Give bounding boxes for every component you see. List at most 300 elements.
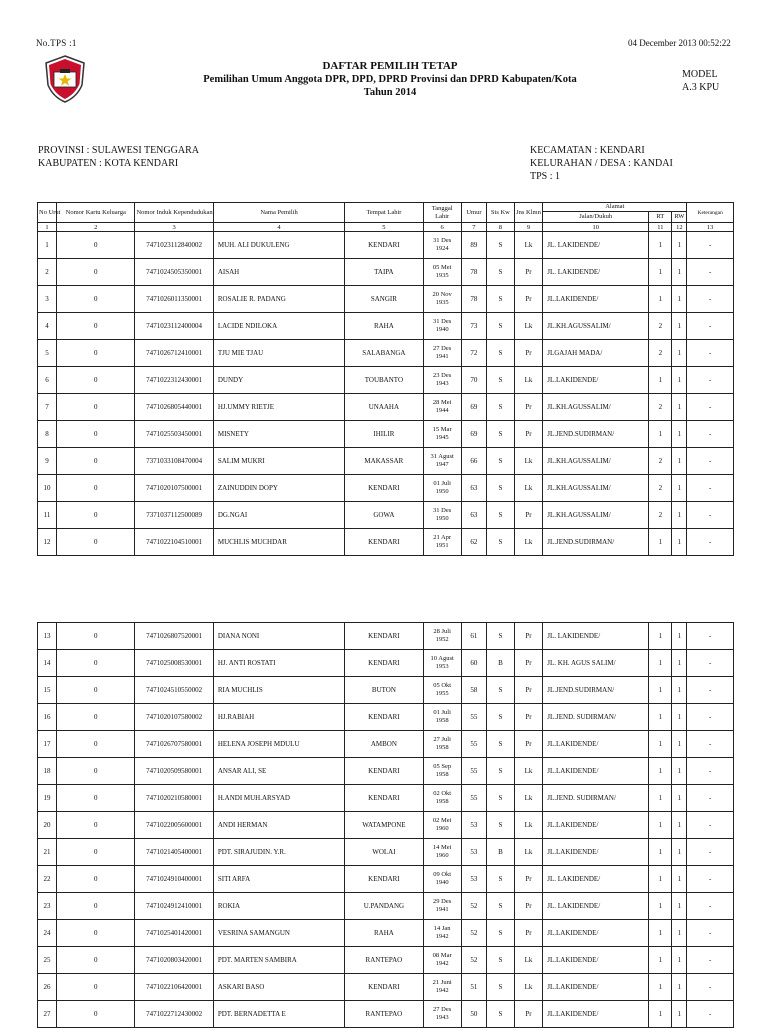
national-id-number: 7471020210580001 xyxy=(135,785,213,812)
age: 58 xyxy=(461,677,486,704)
family-card-number: 0 xyxy=(57,1001,135,1028)
row-number: 12 xyxy=(38,529,57,556)
family-card-number: 0 xyxy=(57,785,135,812)
table-row xyxy=(38,421,734,448)
row-number: 9 xyxy=(38,448,57,475)
model-code: A.3 KPU xyxy=(682,82,720,93)
notes: - xyxy=(687,704,734,731)
gender: Lk xyxy=(514,448,543,475)
notes: - xyxy=(687,812,734,839)
birthdate-day-month: 02 Mei xyxy=(432,817,452,824)
national-id-number: 7471020803420001 xyxy=(135,947,213,974)
birthdate xyxy=(423,623,461,650)
birthdate xyxy=(423,448,461,475)
notes: - xyxy=(687,758,734,785)
notes: - xyxy=(687,731,734,758)
rw-number: 1 xyxy=(672,394,687,421)
rt-number: 1 xyxy=(649,866,672,893)
birthplace: IHILIR xyxy=(345,421,423,448)
age: 62 xyxy=(461,529,486,556)
col-header-notes: Keterangan xyxy=(687,203,734,223)
birthplace: BUTON xyxy=(345,677,423,704)
street-address: JL.LAKIDENDE/ xyxy=(543,974,649,1001)
row-number: 13 xyxy=(38,623,57,650)
rt-number: 2 xyxy=(649,394,672,421)
birthdate-year: 1958 xyxy=(435,771,449,778)
gender: Lk xyxy=(514,313,543,340)
birthdate-year: 1924 xyxy=(435,245,449,252)
family-card-number: 0 xyxy=(57,839,135,866)
gender: Lk xyxy=(514,475,543,502)
voter-name: PDT. BERNADETTA E xyxy=(213,1001,344,1028)
rw-number: 1 xyxy=(672,502,687,529)
birthdate xyxy=(423,286,461,313)
rt-number: 1 xyxy=(649,812,672,839)
regency-line: KABUPATEN : KOTA KENDARI xyxy=(38,158,179,169)
gender: Pr xyxy=(514,623,543,650)
age: 52 xyxy=(461,893,486,920)
birthplace: WATAMPONE xyxy=(345,812,423,839)
family-card-number: 0 xyxy=(57,731,135,758)
birthdate xyxy=(423,812,461,839)
birthdate-year: 1952 xyxy=(435,636,449,643)
notes: - xyxy=(687,340,734,367)
column-number-row xyxy=(38,223,734,232)
family-card-number: 0 xyxy=(57,529,135,556)
voter-name: H.ANDI MUH.ARSYAD xyxy=(213,785,344,812)
table-row xyxy=(38,286,734,313)
birthdate-year: 1947 xyxy=(435,461,449,468)
rw-number: 1 xyxy=(672,313,687,340)
birthdate xyxy=(423,704,461,731)
notes: - xyxy=(687,448,734,475)
national-id-number: 7471024910400001 xyxy=(135,866,213,893)
marital-status: S xyxy=(487,758,515,785)
gender: Pr xyxy=(514,1001,543,1028)
marital-status: S xyxy=(487,677,515,704)
birthdate-year: 1958 xyxy=(435,744,449,751)
row-number: 22 xyxy=(38,866,57,893)
column-number: 13 xyxy=(687,223,734,232)
column-number: 7 xyxy=(461,223,486,232)
notes: - xyxy=(687,677,734,704)
birthdate-day-month: 14 Jan xyxy=(433,925,451,932)
row-number: 16 xyxy=(38,704,57,731)
col-header-birthplace: Tempat Lahir xyxy=(345,203,423,223)
table-row xyxy=(38,650,734,677)
family-card-number: 0 xyxy=(57,947,135,974)
marital-status: S xyxy=(487,367,515,394)
table-row xyxy=(38,1001,734,1028)
notes: - xyxy=(687,947,734,974)
gender: Pr xyxy=(514,677,543,704)
birthdate xyxy=(423,421,461,448)
birthdate-year: 1953 xyxy=(435,663,449,670)
birthplace: GOWA xyxy=(345,502,423,529)
gender: Lk xyxy=(514,367,543,394)
gender: Pr xyxy=(514,394,543,421)
rt-number: 2 xyxy=(649,502,672,529)
table-row xyxy=(38,866,734,893)
birthdate-day-month: 29 Des xyxy=(433,898,452,905)
notes: - xyxy=(687,650,734,677)
age: 55 xyxy=(461,758,486,785)
row-number: 5 xyxy=(38,340,57,367)
col-header-gender: Jns Klmn xyxy=(514,203,543,223)
marital-status: S xyxy=(487,920,515,947)
rw-number: 1 xyxy=(672,920,687,947)
birthdate-day-month: 21 Apr xyxy=(433,534,452,541)
age: 52 xyxy=(461,920,486,947)
birthdate xyxy=(423,394,461,421)
birthdate-year: 1960 xyxy=(435,825,449,832)
street-address: JL.JEND. SUDIRMAN/ xyxy=(543,785,649,812)
rw-number: 1 xyxy=(672,839,687,866)
rw-number: 1 xyxy=(672,232,687,259)
birthdate-year: 1941 xyxy=(435,906,449,913)
table-row xyxy=(38,313,734,340)
family-card-number: 0 xyxy=(57,893,135,920)
rw-number: 1 xyxy=(672,866,687,893)
street-address: JL.LAKIDENDE/ xyxy=(543,367,649,394)
birthdate-year: 1951 xyxy=(435,542,449,549)
national-id-number: 7371033108470004 xyxy=(135,448,213,475)
national-id-number: 7471026805440001 xyxy=(135,394,213,421)
province-line: PROVINSI : SULAWESI TENGGARA xyxy=(38,145,199,156)
birthdate xyxy=(423,893,461,920)
age: 51 xyxy=(461,974,486,1001)
national-id-number: 7471026712410001 xyxy=(135,340,213,367)
rw-number: 1 xyxy=(672,677,687,704)
voter-name: MUH. ALI DUKULENG xyxy=(213,232,344,259)
age: 53 xyxy=(461,866,486,893)
notes: - xyxy=(687,313,734,340)
gender: Lk xyxy=(514,529,543,556)
table-row xyxy=(38,785,734,812)
street-address: JL. KH. AGUS SALIM/ xyxy=(543,650,649,677)
street-address: JL.KH.AGUSSALIM/ xyxy=(543,448,649,475)
family-card-number: 0 xyxy=(57,650,135,677)
notes: - xyxy=(687,421,734,448)
age: 78 xyxy=(461,286,486,313)
birthdate-day-month: 28 Juli xyxy=(433,628,451,635)
national-id-number: 7471022005600001 xyxy=(135,812,213,839)
age: 63 xyxy=(461,475,486,502)
row-number: 17 xyxy=(38,731,57,758)
marital-status: S xyxy=(487,313,515,340)
notes: - xyxy=(687,529,734,556)
age: 55 xyxy=(461,785,486,812)
col-header-marital: Sts Kw xyxy=(487,203,515,223)
birthdate xyxy=(423,259,461,286)
age: 55 xyxy=(461,704,486,731)
national-id-number: 7471020107580002 xyxy=(135,704,213,731)
table-row xyxy=(38,947,734,974)
street-address: JL. LAKIDENDE/ xyxy=(543,232,649,259)
col-header-no: No Urut xyxy=(38,203,57,223)
birthdate xyxy=(423,866,461,893)
row-number: 27 xyxy=(38,1001,57,1028)
national-id-number: 7471022712430002 xyxy=(135,1001,213,1028)
street-address: JL. LAKIDENDE/ xyxy=(543,893,649,920)
voter-table-bottom xyxy=(37,622,734,1028)
gender: Lk xyxy=(514,974,543,1001)
age: 69 xyxy=(461,394,486,421)
row-number: 21 xyxy=(38,839,57,866)
notes: - xyxy=(687,286,734,313)
street-address: JLGAJAH MADA/ xyxy=(543,340,649,367)
row-number: 18 xyxy=(38,758,57,785)
marital-status: S xyxy=(487,623,515,650)
marital-status: S xyxy=(487,232,515,259)
national-id-number: 7471022312430001 xyxy=(135,367,213,394)
document-subtitle: Pemilihan Umum Anggota DPR, DPD, DPRD Provinsi dan DPRD Kabupaten/Kota xyxy=(203,74,577,85)
family-card-number: 0 xyxy=(57,421,135,448)
rt-number: 1 xyxy=(649,259,672,286)
column-number: 6 xyxy=(423,223,461,232)
birthdate-year: 1935 xyxy=(435,299,449,306)
rt-number: 1 xyxy=(649,421,672,448)
voter-name: PDT. SIRAJUDIN. Y.R. xyxy=(213,839,344,866)
family-card-number: 0 xyxy=(57,367,135,394)
column-number: 2 xyxy=(57,223,135,232)
birthplace: RAHA xyxy=(345,313,423,340)
rt-number: 1 xyxy=(649,650,672,677)
column-number: 1 xyxy=(38,223,57,232)
col-header-rt: RT xyxy=(649,212,672,223)
row-number: 6 xyxy=(38,367,57,394)
marital-status: S xyxy=(487,704,515,731)
row-number: 4 xyxy=(38,313,57,340)
family-card-number: 0 xyxy=(57,704,135,731)
age: 55 xyxy=(461,731,486,758)
birthdate-year: 1950 xyxy=(435,515,449,522)
birthdate-year: 1942 xyxy=(435,933,449,940)
column-number: 8 xyxy=(487,223,515,232)
column-number: 4 xyxy=(213,223,344,232)
gender: Pr xyxy=(514,259,543,286)
marital-status: S xyxy=(487,785,515,812)
table-row xyxy=(38,502,734,529)
model-label: MODEL xyxy=(682,69,718,80)
rw-number: 1 xyxy=(672,758,687,785)
family-card-number: 0 xyxy=(57,340,135,367)
voter-name: VESRINA SAMANGUN xyxy=(213,920,344,947)
birthdate-day-month: 09 Okt xyxy=(433,871,452,878)
age: 69 xyxy=(461,421,486,448)
rw-number: 1 xyxy=(672,367,687,394)
birthplace: KENDARI xyxy=(345,529,423,556)
street-address: JL.LAKIDENDE/ xyxy=(543,947,649,974)
voter-name: AISAH xyxy=(213,259,344,286)
col-header-address: Alamat xyxy=(543,203,687,212)
birthdate xyxy=(423,677,461,704)
rw-number: 1 xyxy=(672,785,687,812)
birthplace: TOUBANTO xyxy=(345,367,423,394)
birthdate xyxy=(423,475,461,502)
marital-status: S xyxy=(487,421,515,448)
birthdate-year: 1958 xyxy=(435,717,449,724)
notes: - xyxy=(687,394,734,421)
row-number: 11 xyxy=(38,502,57,529)
rw-number: 1 xyxy=(672,1001,687,1028)
rt-number: 2 xyxy=(649,313,672,340)
table-row xyxy=(38,677,734,704)
marital-status: S xyxy=(487,259,515,286)
gender: Pr xyxy=(514,920,543,947)
gender: Pr xyxy=(514,866,543,893)
age: 70 xyxy=(461,367,486,394)
birthplace: KENDARI xyxy=(345,785,423,812)
birthdate-day-month: 31 Des xyxy=(433,318,452,325)
voter-name: TJU MIE TJAU xyxy=(213,340,344,367)
national-id-number: 7471021405400001 xyxy=(135,839,213,866)
marital-status: S xyxy=(487,947,515,974)
family-card-number: 0 xyxy=(57,448,135,475)
rw-number: 1 xyxy=(672,974,687,1001)
birthdate-year: 1945 xyxy=(435,434,449,441)
rt-number: 1 xyxy=(649,758,672,785)
age: 78 xyxy=(461,259,486,286)
marital-status: S xyxy=(487,731,515,758)
birthdate-year: 1943 xyxy=(435,380,449,387)
family-card-number: 0 xyxy=(57,812,135,839)
marital-status: B xyxy=(487,839,515,866)
birthplace: KENDARI xyxy=(345,866,423,893)
marital-status: S xyxy=(487,1001,515,1028)
rw-number: 1 xyxy=(672,704,687,731)
family-card-number: 0 xyxy=(57,758,135,785)
marital-status: S xyxy=(487,529,515,556)
notes: - xyxy=(687,1001,734,1028)
voter-name: ANSAR ALI, SE xyxy=(213,758,344,785)
gender: Pr xyxy=(514,421,543,448)
street-address: JL.JEND.SUDIRMAN/ xyxy=(543,677,649,704)
rt-number: 2 xyxy=(649,448,672,475)
marital-status: S xyxy=(487,448,515,475)
gender: Pr xyxy=(514,286,543,313)
notes: - xyxy=(687,893,734,920)
family-card-number: 0 xyxy=(57,866,135,893)
street-address: JL.LAKIDENDE/ xyxy=(543,812,649,839)
table-row xyxy=(38,812,734,839)
street-address: JL.KH.AGUSSALIM/ xyxy=(543,313,649,340)
street-address: JL. LAKIDENDE/ xyxy=(543,866,649,893)
street-address: JL.LAKIDENDE/ xyxy=(543,1001,649,1028)
table-row xyxy=(38,232,734,259)
notes: - xyxy=(687,259,734,286)
birthdate-year: 1941 xyxy=(435,353,449,360)
voter-name: DUNDY xyxy=(213,367,344,394)
notes: - xyxy=(687,475,734,502)
rt-number: 1 xyxy=(649,286,672,313)
national-id-number: 7471026011350001 xyxy=(135,286,213,313)
marital-status: S xyxy=(487,394,515,421)
voter-name: MUCHLIS MUCHDAR xyxy=(213,529,344,556)
notes: - xyxy=(687,502,734,529)
row-number: 19 xyxy=(38,785,57,812)
birthdate xyxy=(423,974,461,1001)
street-address: JL. LAKIDENDE/ xyxy=(543,623,649,650)
street-address: JL.KH.AGUSSALIM/ xyxy=(543,502,649,529)
gender: Pr xyxy=(514,893,543,920)
row-number: 26 xyxy=(38,974,57,1001)
rw-number: 1 xyxy=(672,812,687,839)
rt-number: 1 xyxy=(649,677,672,704)
birthdate-year: 1940 xyxy=(435,326,449,333)
birthdate-day-month: 23 Des xyxy=(433,372,452,379)
birthdate-year: 1960 xyxy=(435,852,449,859)
national-id-number: 7471025401420001 xyxy=(135,920,213,947)
street-address: JL.LAKIDENDE/ xyxy=(543,758,649,785)
age: 66 xyxy=(461,448,486,475)
family-card-number: 0 xyxy=(57,623,135,650)
birthdate-day-month: 08 Mar xyxy=(432,952,452,959)
birthdate-day-month: 31 Des xyxy=(433,507,452,514)
voter-name: ASKARI BASO xyxy=(213,974,344,1001)
voter-name: HJ.UMMY RIETJE xyxy=(213,394,344,421)
birthdate-day-month: 31 Des xyxy=(433,237,452,244)
birthplace: KENDARI xyxy=(345,623,423,650)
table-row xyxy=(38,394,734,421)
birthdate-year: 1935 xyxy=(435,272,449,279)
table-row xyxy=(38,920,734,947)
voter-name: DG.NGAI xyxy=(213,502,344,529)
birthdate-day-month: 14 Mei xyxy=(432,844,452,851)
voter-name: DIANA NONI xyxy=(213,623,344,650)
marital-status: B xyxy=(487,650,515,677)
voter-name: HELENA JOSEPH MDULU xyxy=(213,731,344,758)
rt-number: 1 xyxy=(649,785,672,812)
rw-number: 1 xyxy=(672,340,687,367)
age: 63 xyxy=(461,502,486,529)
gender: Lk xyxy=(514,758,543,785)
row-number: 3 xyxy=(38,286,57,313)
national-id-number: 7471025008530001 xyxy=(135,650,213,677)
voter-name: PDT. MARTEN SAMBIRA xyxy=(213,947,344,974)
rw-number: 1 xyxy=(672,475,687,502)
kpu-logo xyxy=(44,55,86,103)
col-header-street: Jalan/Dukuh xyxy=(543,212,649,223)
birthdate xyxy=(423,313,461,340)
rt-number: 1 xyxy=(649,974,672,1001)
district-line: KECAMATAN : KENDARI xyxy=(530,145,645,156)
national-id-number: 7471025503450001 xyxy=(135,421,213,448)
birthdate-day-month: 21 Juni xyxy=(432,979,452,986)
birthdate xyxy=(423,947,461,974)
row-number: 25 xyxy=(38,947,57,974)
rw-number: 1 xyxy=(672,650,687,677)
family-card-number: 0 xyxy=(57,475,135,502)
row-number: 14 xyxy=(38,650,57,677)
gender: Lk xyxy=(514,839,543,866)
rt-number: 1 xyxy=(649,704,672,731)
col-header-nkk: Nomor Kartu Keluarga xyxy=(57,203,135,223)
family-card-number: 0 xyxy=(57,259,135,286)
table-row xyxy=(38,448,734,475)
rt-number: 2 xyxy=(649,340,672,367)
rw-number: 1 xyxy=(672,623,687,650)
table-row xyxy=(38,529,734,556)
age: 52 xyxy=(461,947,486,974)
birthdate-day-month: 27 Des xyxy=(433,345,452,352)
birthdate xyxy=(423,731,461,758)
rt-number: 1 xyxy=(649,367,672,394)
birthplace: SALABANGA xyxy=(345,340,423,367)
birthplace: MAKASSAR xyxy=(345,448,423,475)
national-id-number: 7471020107500001 xyxy=(135,475,213,502)
age: 53 xyxy=(461,812,486,839)
